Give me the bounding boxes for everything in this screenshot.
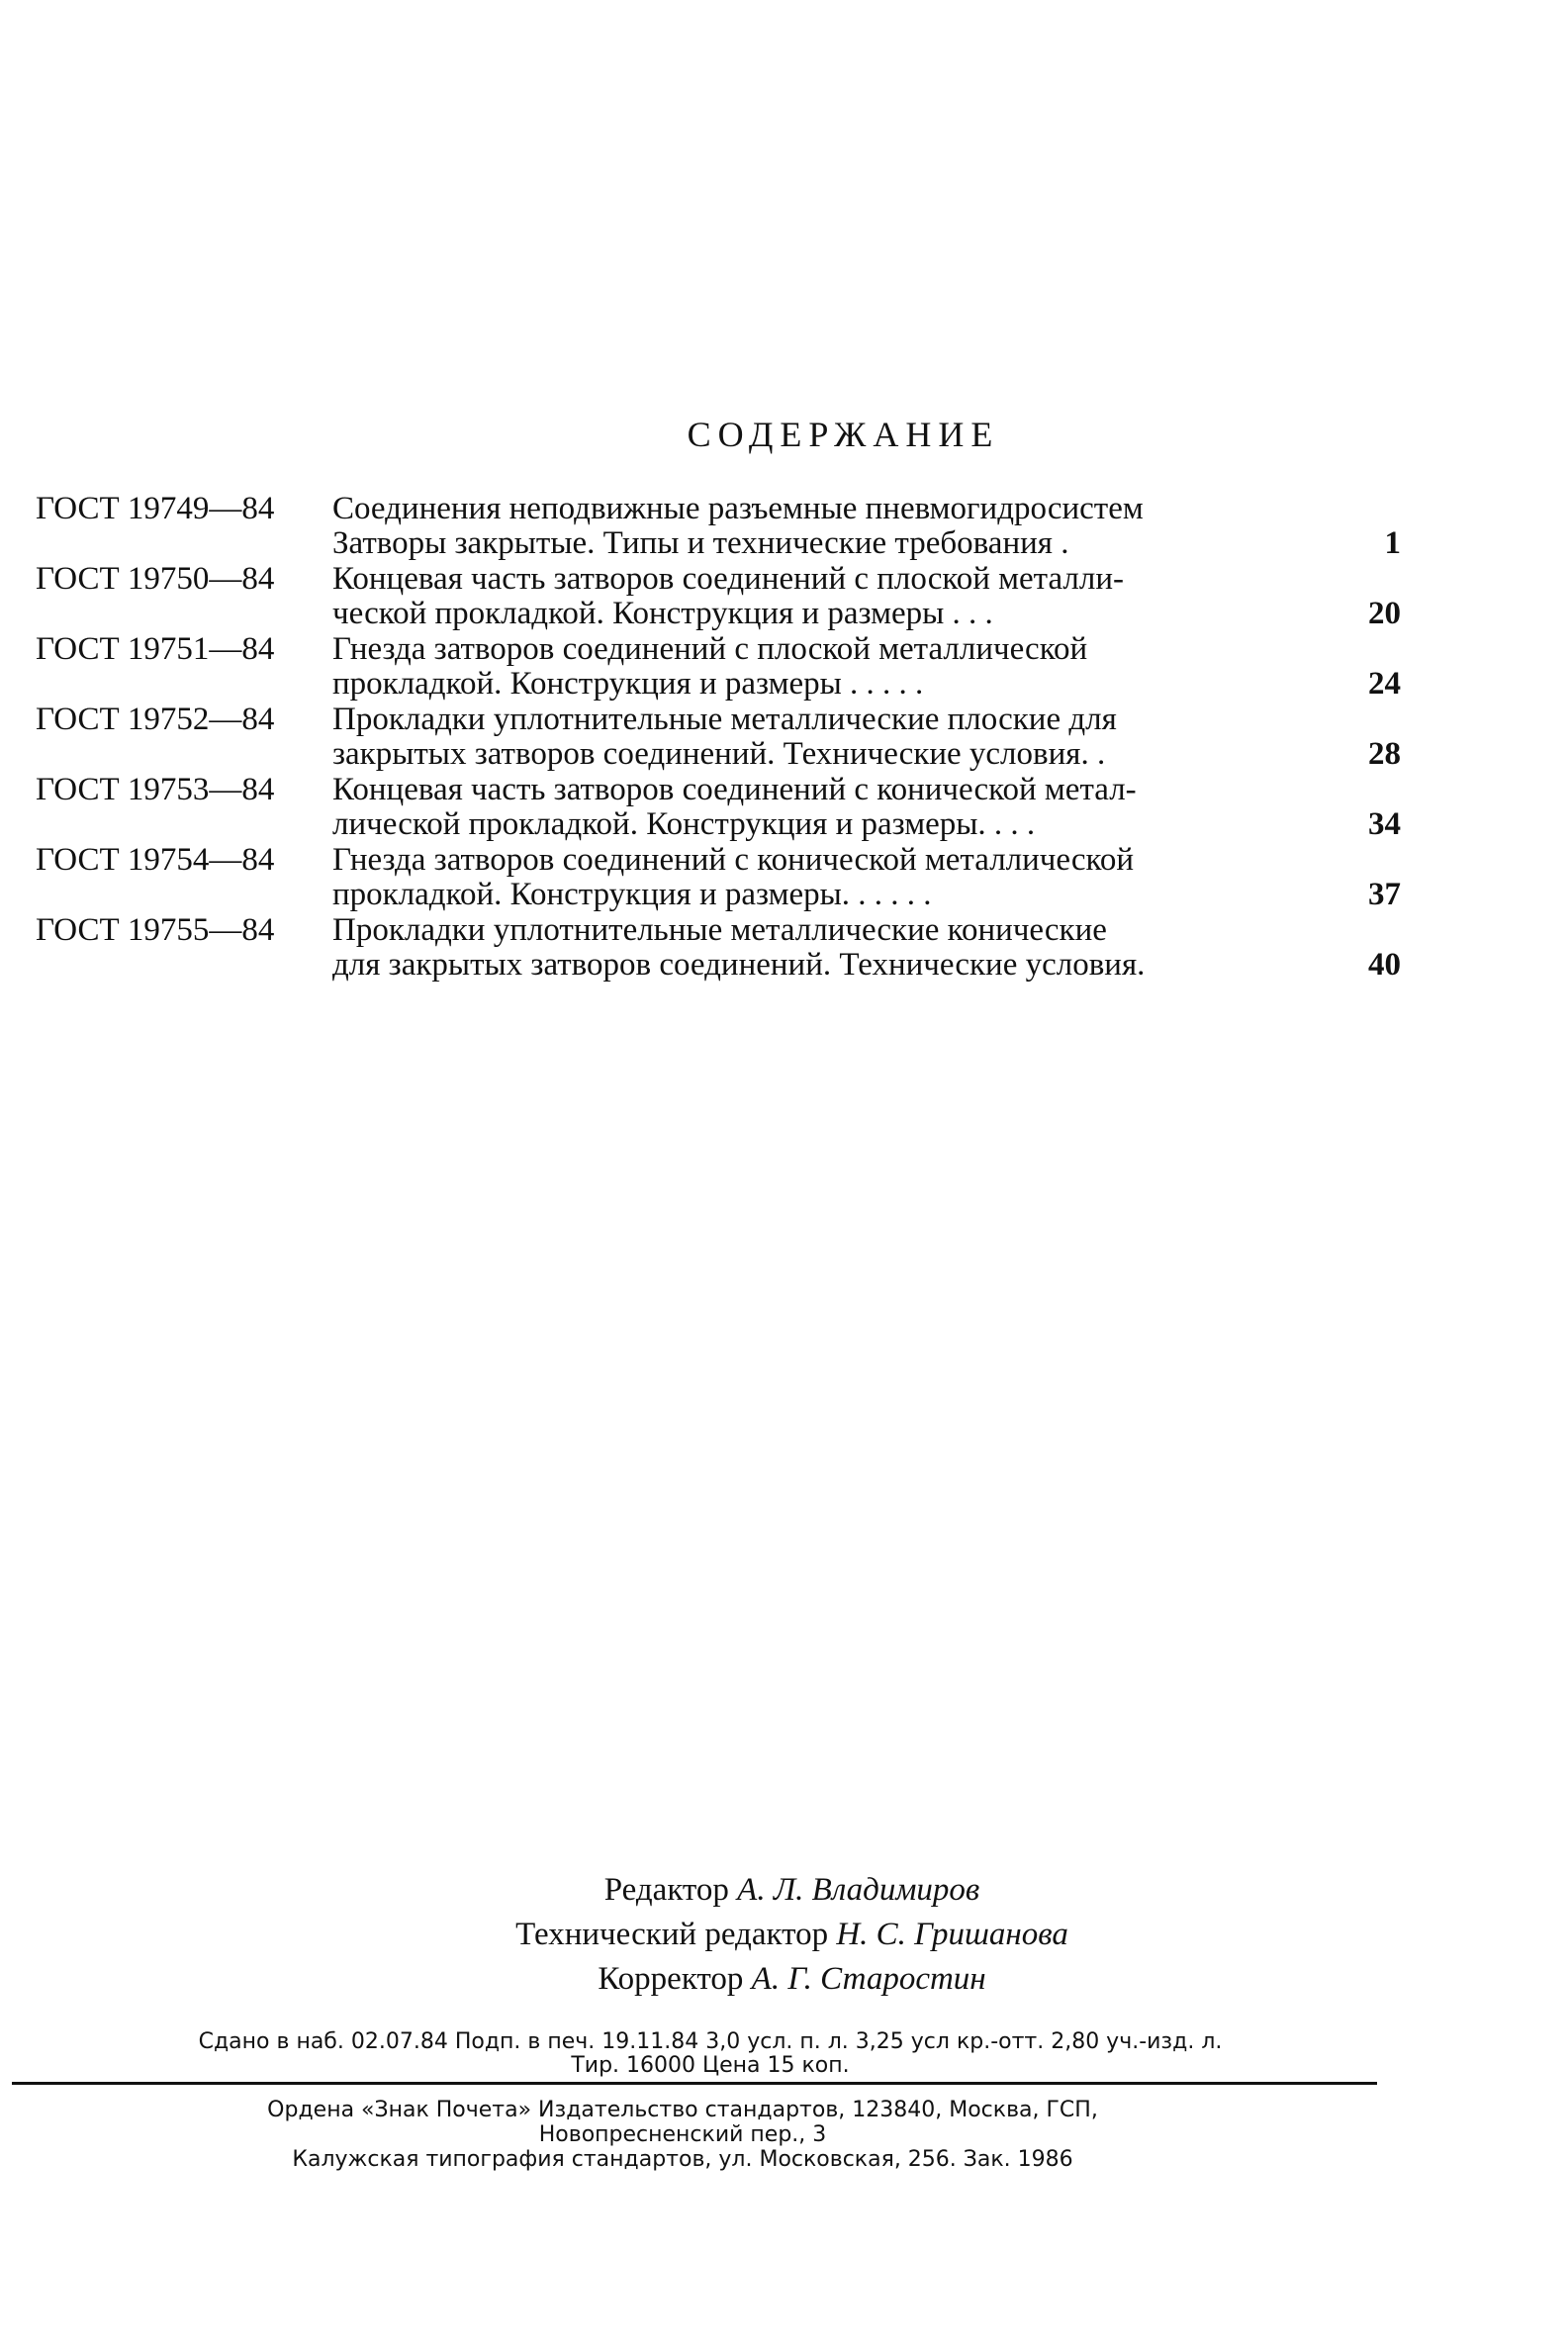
toc-entry-code: ГОСТ 19751—84 [36, 631, 275, 667]
toc-entry-page: 20 [1368, 596, 1401, 631]
toc-entry [36, 843, 1401, 912]
toc-entry-title [328, 773, 1318, 842]
toc-entry-title-line2: закрытых затворов соединений. Технические условия. . [332, 737, 1106, 772]
toc-entry-title-line2: Затворы закрытые. Типы и технические требования . [332, 526, 1069, 561]
imprint-line1: Сдано в наб. 02.07.84 Подп. в печ. 19.11.84 3,0 усл. п. л. 3,25 усл кр.-отт. 2,80 уч.-изд. л. [198, 2029, 1223, 2054]
toc-entry-page: 40 [1368, 947, 1401, 983]
credit-tech-editor-name: Н. С. Гришанова [836, 1917, 1068, 1952]
toc-entry-page: 1 [1384, 525, 1401, 561]
credit-tech-editor-role: Технический редактор [515, 1917, 829, 1952]
toc-entry-page: 28 [1368, 736, 1401, 772]
toc-entry-code: ГОСТ 19755—84 [36, 912, 275, 948]
toc-entry-title-line1: Прокладки уплотнительные металлические конические [332, 913, 1107, 948]
credit-editor [16, 1868, 1568, 1913]
toc-entry-title-line1: Гнезда затворов соединений с плоской металлической [332, 632, 1088, 667]
publisher-line1: Ордена «Знак Почета» Издательство стандартов, 123840, Москва, ГСП, [267, 2098, 1098, 2122]
credit-corrector-name: А. Г. Старостин [751, 1961, 986, 1997]
toc-entry-title-line2: лической прокладкой. Конструкция и размеры. . . . [332, 807, 1036, 842]
publisher-line2: Новопресненский пер., 3 [538, 2122, 827, 2147]
toc-entry-page: 37 [1368, 877, 1401, 912]
toc-entry-page: 24 [1368, 666, 1401, 702]
credit-corrector-role: Корректор [598, 1961, 744, 1997]
credit-corrector [16, 1957, 1568, 2002]
toc-entry-title [328, 492, 1318, 561]
toc-entry-page: 34 [1368, 806, 1401, 842]
toc-entry-title-line2: ческой прокладкой. Конструкция и размеры . . . [332, 597, 993, 631]
toc-entry-code: ГОСТ 19750—84 [36, 561, 275, 597]
toc-entry-title-line2: прокладкой. Конструкция и размеры . . . . . [332, 667, 924, 702]
credits-block [0, 1868, 1568, 2002]
toc-entry-title-line2: для закрытых затворов соединений. Технические условия. [332, 948, 1146, 983]
toc-entry-title-line1: Концевая часть затворов соединений с плоской металли- [332, 562, 1124, 597]
toc-entry-title [328, 843, 1318, 912]
toc-entry [36, 773, 1401, 842]
toc-entry [36, 492, 1401, 561]
publisher-line3: Калужская типография стандартов, ул. Московская, 256. Зак. 1986 [292, 2147, 1073, 2172]
toc-entry-title-line1: Прокладки уплотнительные металлические плоские для [332, 703, 1117, 737]
toc-entry-title-line1: Соединения неподвижные разъемные пневмогидросистем [332, 492, 1144, 526]
table-of-contents [36, 492, 1401, 984]
publisher-block [40, 2098, 1326, 2172]
divider [12, 2082, 1377, 2085]
credit-editor-name: А. Л. Владимиров [737, 1872, 980, 1908]
credit-editor-role: Редактор [603, 1872, 729, 1908]
imprint-block [28, 2030, 1393, 2078]
toc-entry-code: ГОСТ 19749—84 [36, 491, 275, 526]
toc-entry-title-line1: Концевая часть затворов соединений с конической метал- [332, 773, 1137, 807]
toc-entry-title [328, 913, 1318, 983]
credit-tech-editor [16, 1913, 1568, 1957]
toc-entry [36, 632, 1401, 702]
toc-entry-code: ГОСТ 19754—84 [36, 842, 275, 878]
imprint-line2: Тир. 16000 Цена 15 коп. [571, 2053, 850, 2078]
toc-entry [36, 562, 1401, 631]
toc-entry-title-line1: Гнезда затворов соединений с конической металлической [332, 843, 1135, 878]
toc-entry [36, 703, 1401, 772]
toc-entry-title [328, 703, 1318, 772]
toc-entry-code: ГОСТ 19752—84 [36, 702, 275, 737]
toc-entry-title [328, 562, 1318, 631]
toc-entry [36, 913, 1401, 983]
page-title: СОДЕРЖАНИЕ [687, 415, 1000, 454]
toc-entry-code: ГОСТ 19753—84 [36, 772, 275, 807]
toc-entry-title-line2: прокладкой. Конструкция и размеры. . . . . . [332, 878, 932, 912]
toc-entry-title [328, 632, 1318, 702]
